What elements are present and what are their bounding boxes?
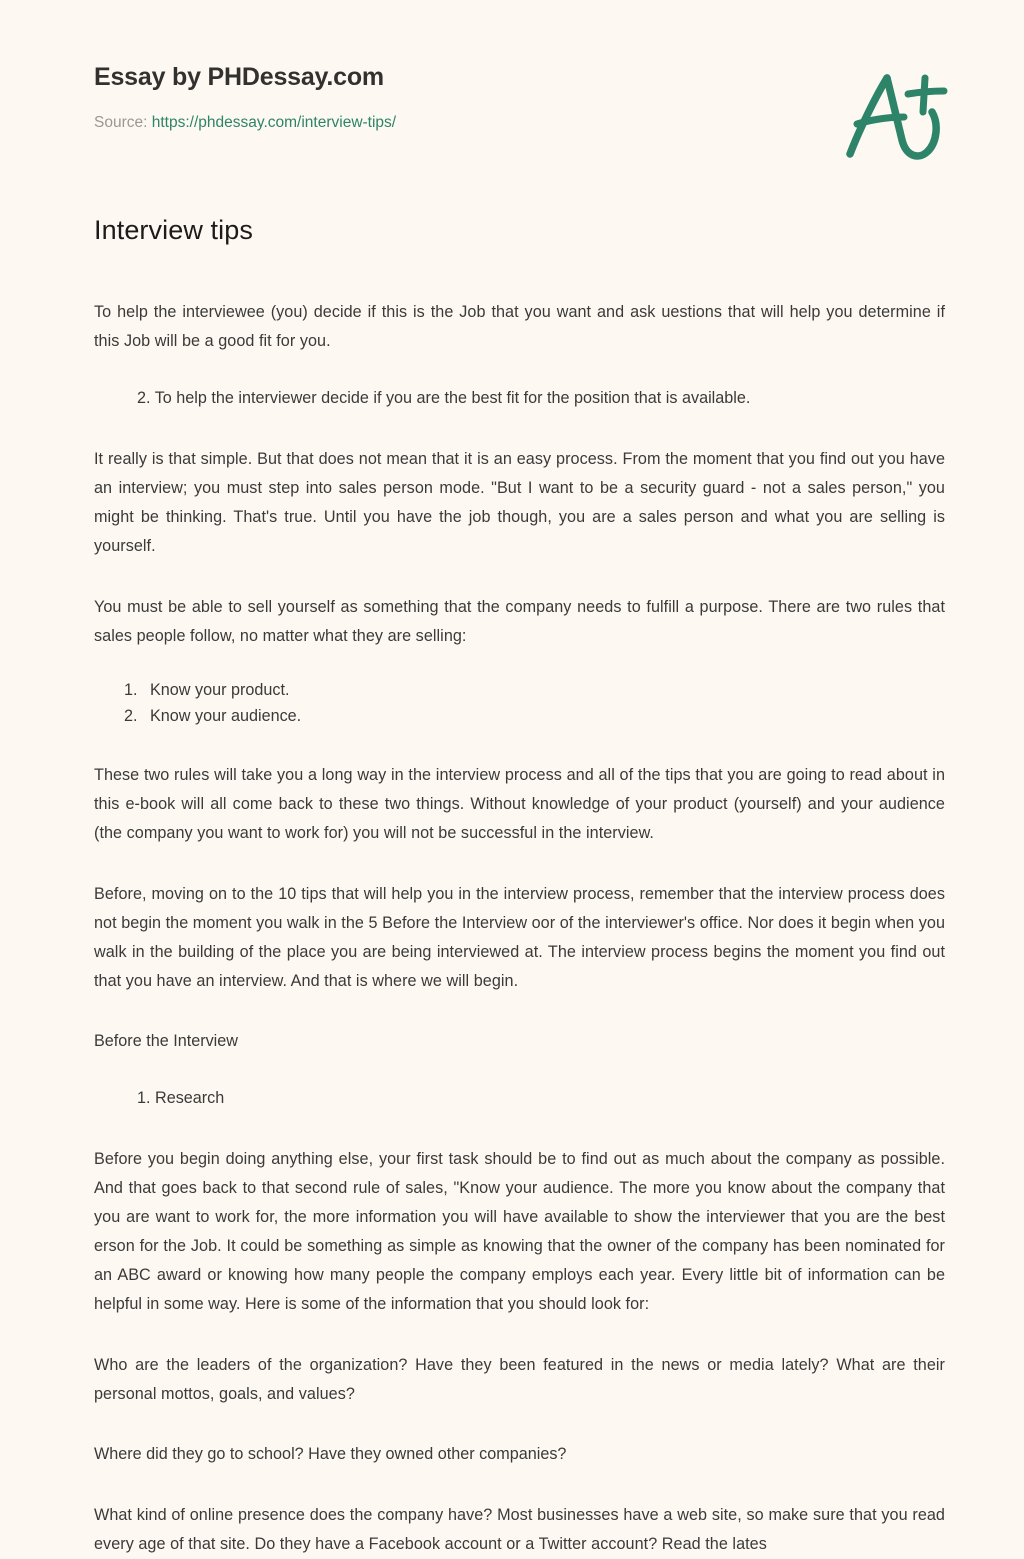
- paragraph: Who are the leaders of the organization? Have they been featured in the news or media lately? What are their personal mottos, goals, and values?: [94, 1355, 945, 1403]
- page-header: [0, 0, 1024, 150]
- indented-item: 2. To help the interviewer decide if you are the best fit for the position that is available.: [137, 388, 751, 407]
- section-heading-before-the-interview: Before the Interview: [94, 1031, 238, 1050]
- paragraph: Where did they go to school? Have they owned other companies?: [94, 1444, 567, 1463]
- paragraph: Before you begin doing anything else, your first task should be to find out as much about the company as possible. And that goes back to that second rule of sales, "Know your audience. The more you know about the company that you are want to work for, the more information you will have available to show the interviewer that you are the best erson for the Job. It could be something as simple as knowing that the owner of the company has been nominated for an ABC award or knowing how many people the company employs each year. Every little bit of information can be helpful in some way. Here is some of the information that you should look for:: [94, 1149, 945, 1313]
- sales-rules-list: [94, 678, 945, 729]
- paragraph: Before, moving on to the 10 tips that will help you in the interview process, remember that the interview process does not begin the moment you walk in the 5 Before the Interview oor of the interviewer's office. Nor does it begin when you walk in the building of the place you are being interviewed at. The interview process begins the moment you find out that you have an interview. And that is where we will begin.: [94, 884, 945, 990]
- a-plus-logo: [830, 62, 952, 166]
- paragraph: What kind of online presence does the company have? Most businesses have a web site, so make sure that you read every age of that site. Do they have a Facebook account or a Twitter account? Read the lates: [94, 1505, 945, 1553]
- essay-article: [0, 214, 1024, 1559]
- list-item: 2. Know your audience.: [142, 704, 945, 729]
- paragraph: These two rules will take you a long way in the interview process and all of the tips that you are going to read about in this e-book will all come back to these two things. Without knowledge of your product (yourself) and your audience (the company you want to work for) you will not be successful in the interview.: [94, 765, 945, 842]
- page-title: Interview tips: [94, 215, 253, 245]
- source-url-link[interactable]: https://phdessay.com/interview-tips/: [151, 114, 397, 131]
- indented-item: 1. Research: [137, 1088, 225, 1107]
- source-label: Source:: [94, 114, 148, 131]
- paragraph: It really is that simple. But that does not mean that it is an easy process. From the moment that you find out you have an interview; you must step into sales person mode. "But I want to be a security guard - not a sales person," you might be thinking. That's true. Until you have the job though, you are a sales person and what you are selling is yourself.: [94, 449, 945, 555]
- paragraph: You must be able to sell yourself as something that the company needs to fulfill a purpose. There are two rules that sales people follow, no matter what they are selling:: [94, 597, 945, 645]
- paragraph: To help the interviewee (you) decide if this is the Job that you want and ask uestions that will help you determine if this Job will be a good fit for you.: [94, 302, 945, 350]
- list-item: 1. Know your product.: [142, 678, 945, 703]
- brand-title: Essay by PHDessay.com: [94, 63, 384, 91]
